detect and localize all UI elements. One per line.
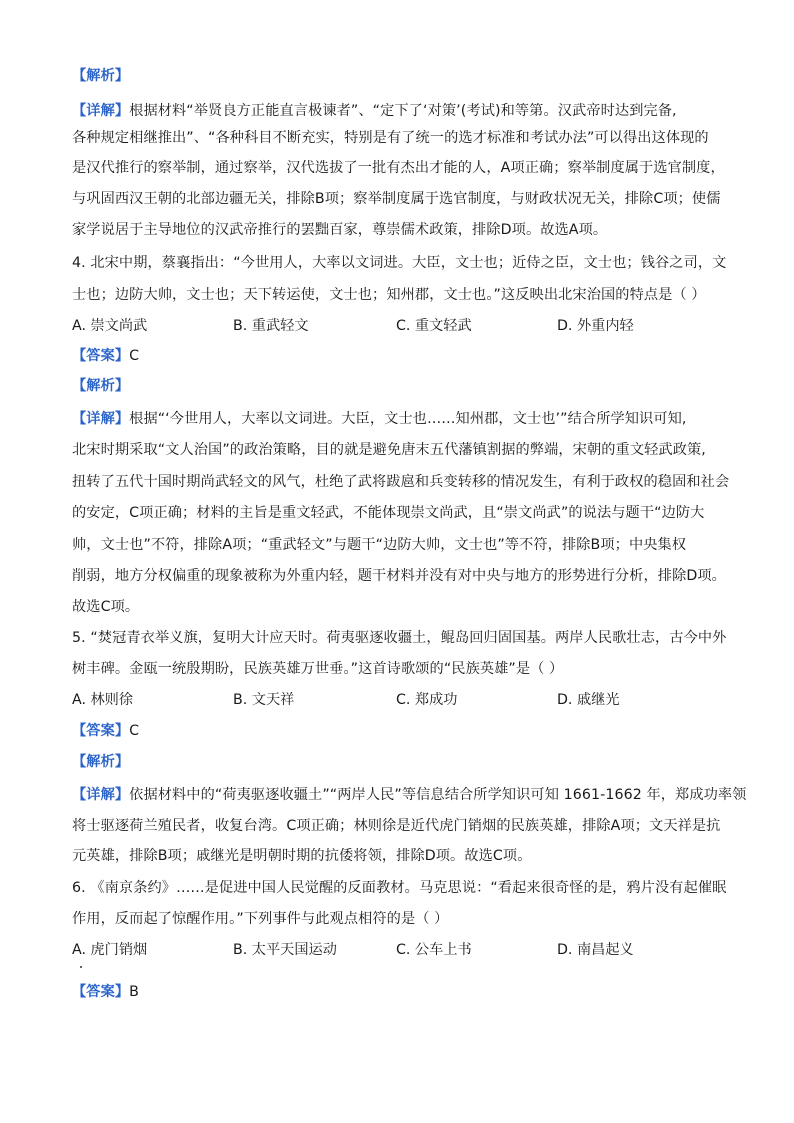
q4-analysis-label: 【解析】: [72, 378, 130, 394]
detail-line: 家学说居于主导地位的汉武帝推行的罢黜百家，尊崇儒术政策，排除D项。故选A项。: [72, 222, 608, 238]
q5-analysis-label: 【解析】: [72, 754, 130, 770]
q5-detail: 将士驱逐荷兰殖民者，收复台湾。C项正确；林则徐是近代虎门销烟的民族英雄，排除A项；文天祥是抗: [72, 818, 721, 834]
q5-answer: 【答案】C: [72, 723, 140, 739]
stray-dot: [80, 966, 82, 968]
q5-option-c: C. 郑成功: [396, 692, 458, 708]
q5-detail: 【详解】依据材料中的“荷夷驱逐收疆土”“两岸人民”等信息结合所学知识可知 1661-1662 年，郑成功率领: [72, 787, 747, 803]
q5-detail: 元英雄，排除B项；戚继光是明朝时期的抗倭将领，排除D项。故选C项。: [72, 848, 532, 864]
q6-option-a: A. 虎门销烟: [72, 942, 148, 958]
q4-option-a: A. 崇文尚武: [72, 318, 148, 334]
q5-option-a: A. 林则徐: [72, 692, 134, 708]
detail-line: 是汉代推行的察举制，通过察举，汉代选拔了一批有杰出才能的人，A项正确；察举制度属于选官制度，: [72, 160, 725, 176]
analysis-label: 【解析】: [72, 68, 130, 84]
question-5-text: 树丰碑。金瓯一统殷期盼，民族英雄万世垂。”这首诗歌颂的“民族英雄”是（ ）: [72, 661, 564, 677]
q4-detail: 扭转了五代十国时期尚武轻文的风气，杜绝了武将跋扈和兵变转移的情况发生，有利于政权的稳固和社会: [72, 474, 730, 490]
q6-option-c: C. 公车上书: [396, 942, 472, 958]
q4-option-c: C. 重文轻武: [396, 318, 472, 334]
q4-detail: 削弱，地方分权偏重的现象被称为外重内轻，题干材料并没有对中央与地方的形势进行分析，排除D项。: [72, 568, 726, 584]
q4-detail: 【详解】根据“‘今世用人，大率以文词进。大臣，文士也……知州郡，文士也’”结合所学知识可知,: [72, 411, 687, 427]
q6-answer: 【答案】B: [72, 984, 139, 1000]
q4-detail: 帅，文士也”不符，排除A项；“重武轻文”与题干“边防大帅，文士也”等不符，排除B项；中央集权: [72, 537, 687, 553]
question-4-text: 4. 北宋中期，蔡襄指出：“今世用人，大率以文词进。大臣，文士也；近侍之臣，文士也；钱谷之司，文: [72, 255, 727, 271]
q4-option-d: D. 外重内轻: [557, 318, 634, 334]
q4-detail: 的安定，C项正确；材料的主旨是重文轻武，不能体现崇文尚武，且“崇文尚武”的说法与题干“边防大: [72, 505, 705, 521]
q4-detail: 故选C项。: [72, 599, 140, 615]
q4-answer: 【答案】C: [72, 348, 140, 364]
q5-option-b: B. 文天祥: [233, 692, 295, 708]
q6-option-d: D. 南昌起义: [557, 942, 634, 958]
detail-line: 【详解】根据材料“举贤良方正能直言极谏者”、“定下了‘对策’(考试)和等第。汉武帝时达到完备,: [72, 103, 677, 119]
detail-line: 与巩固西汉王朝的北部边疆无关，排除B项；察举制度属于选官制度，与财政状况无关，排除C项；使儒: [72, 191, 721, 207]
q4-option-b: B. 重武轻文: [233, 318, 309, 334]
question-6-text: 作用，反而起了惊醒作用。”下列事件与此观点相符的是（ ）: [72, 911, 449, 927]
q5-option-d: D. 戚继光: [557, 692, 620, 708]
q4-detail: 北宋时期采取“文人治国”的政治策略，目的就是避免唐末五代藩镇割据的弊端，宋朝的重文轻武政策,: [72, 442, 706, 458]
detail-line: 各种规定相继推出”、“各种科目不断充实，特别是有了统一的选才标准和考试办法”可以得出这体现的: [72, 130, 709, 146]
question-5-text: 5. “焚冠青衣举义旗，复明大计应天时。荷夷驱逐收疆土，鲲岛回归固国基。两岸人民歌壮志，古今中外: [72, 630, 727, 646]
question-4-text: 士也；边防大帅，文士也；天下转运使，文士也；知州郡，文士也。”这反映出北宋治国的特点是（ ）: [72, 287, 706, 303]
detail-label: 【详解】: [72, 103, 130, 119]
q6-option-b: B. 太平天国运动: [233, 942, 337, 958]
question-6-text: 6. 《南京条约》……是促进中国人民觉醒的反面教材。马克思说：“看起来很奇怪的是，鸦片没有起催眠: [72, 880, 727, 896]
